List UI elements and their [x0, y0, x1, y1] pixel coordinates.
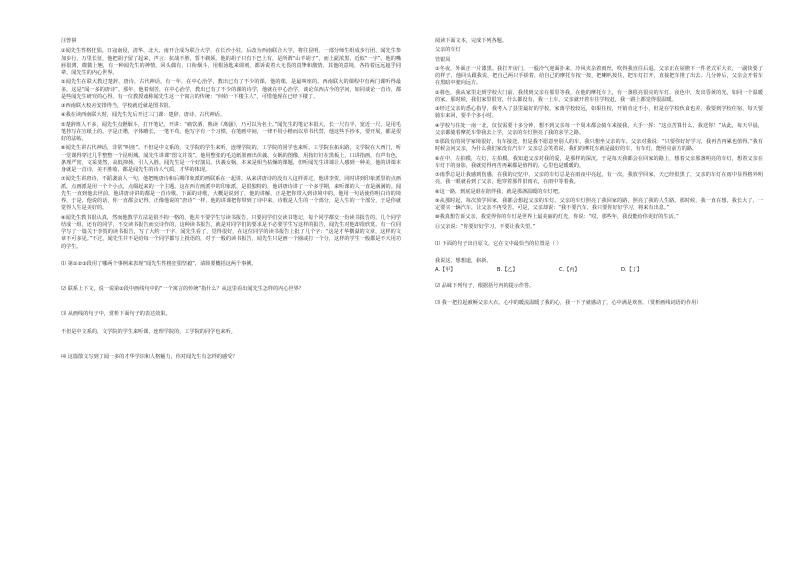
question-2: ⑵ 联系上下文，说一说第②段中画线句中的“一个寓言的传统”指什么？从这里看出闻先生怎样的内心世界？: [61, 286, 304, 292]
question-1: ⑴ 第①②③段用了哪两个事例来表现“闻先生性格狂狷坚毅”，请简要概括这两个事例。: [61, 260, 257, 267]
option-b[interactable]: B.【乙】: [497, 267, 518, 274]
story-paragraph-4: ④学校与住处一南一北，仅仅需要十多分钟，想不到父亲每一个周末都会骑车来接我，大手一挥：“这点苦算什么，我送你！”从此，每天早晨，父亲都骑着摩托车带我去上学，父亲的车灯照亮了我的求学之路。: [435, 122, 763, 136]
story-paragraph-5: ⑤那段有的同学家境很好，有车接送，但是我不愿意坐别人的车，我只想坐父亲的车。父亲对我说：“只要你好好学习，我再苦再累也值得。”我有时候会问父亲，为什么我们家没有汽车？父亲总会笑着说，我们的摩托车就是最好的车，有车灯，能照亮前方的路。: [435, 139, 763, 153]
question-3: ⑶ 从画线的句子中，赏析下面句子的表达效果。: [61, 311, 171, 318]
option-c[interactable]: C.【丙】: [559, 267, 580, 274]
paragraph-6: ⑥闻先生讲古代神话，非常“叫座”。不但是中文系的，文学院的学生来听，连理学院的、工学院的同学也来听。工学院在拓东路，文学院在大西门，听一堂课得穿过几乎整整一个昆明城。闻先生讲课“图文并茂”。他用整张的毛边纸墨画出伏羲、女娲的图像，用按钉钉在黑板上，口讲指画，有声有色，条理严密，文采斐然，高低抑扬，引人入胜。闻先生是一个好演员。伏羲女娲，本来是相当枯燥的课题，但听闻先生讲课让人感到一种美，他的讲课本身就是一首诗，美不胜收，都是闻先生的诗人气质，才华的体现。: [61, 145, 401, 173]
story-paragraph-7: ⑦雨季总是让我感到伤感，在我的记忆中，父亲的车灯总是在雨夜中亮起，有一次，我放学回家，天已经很黑了，父亲的车灯在雨中显得格外明亮，我一眼就看到了父亲，他穿着那件旧雨衣，在雨中等着我。: [435, 172, 763, 186]
story-paragraph-2: ②暮色，我从家里走到学校大门前，我找到父亲在那里等我，在他的摩托车上，有一盏很亮很亮的车灯，夜色中，发出昏黄的光，如同一个温暖的家。那时候，我们家里很穷，什么都没有，我一上车，父亲就开着车往学校赶，我一路上都觉得很温暖。: [435, 89, 763, 103]
story-paragraph-11: ⑪父亲说：“你要好好学习，不要让我失望。”: [435, 223, 536, 230]
question-4: ⑷ 这篇散文写到了闻一多的才华学识和人格魅力，你对闻先生有怎样的感受？: [61, 353, 238, 360]
paragraph-1: ①闻先生性格狂狷。日寇南侵，清华、北大、南开合成为联合大学，在长沙小驻，后改为西南联合大学，将往昆明。一部分师生组成步行团，闻先生参加步行，万里长征，他把胡子留了起来，声言：抗战不胜，誓不剃须。他的胡子只有下巴上有，是所谓“山羊胡子”，而上髭浓黑，近似“一字”。他的嘴唇很薄，微微上翘，有一种闻先生的神情，回头偶有，口衔烟斗，用根汤匙来调剂，都诉说着大无畏的真挚和激情，其他的意境，各持着远远超乎同辈，闻先生的内心世界。: [61, 48, 401, 76]
reading-intro: 阅读下面文本，完成下列各题。: [435, 38, 507, 44]
answer-options: [435, 267, 763, 274]
paragraph-7: ⑦闻先生讲唐诗，不蹈袭前人一句，他把晚唐诗和后期印象派的画联系在一起讲。从来讲唐诗的没有人这样讲过，他讲李贺，同时讲到印象派里的点画派。点画派是用一个个小点，点缀起来的一个主题，这在西方画派中的印象派，是很独特的，他讲唐诗讲了一个多学期，来听课的人一直是满满的。闻先生一直到他去世前，他讲唐诗讲的都是一首诗歌。下面的诗歌，大概是说到了，他的讲解，正是把你带入到诗境中的。他用一句话使你明白诗的境界，于是，他说的话，你一直都会记得。正像他说的“唐诗”一样，他的讲课把你带到了诗中来，诗歌是人生的一个部分，是人生的一个部分，于是你就觉得人生是美好的。: [61, 176, 401, 212]
story-paragraph-10: ⑩我真想告诉父亲，我觉得你的车灯是世界上最美丽的灯光，你说：“哎，那些年，我没能给你更好的生活。”: [435, 214, 679, 221]
option-a[interactable]: A.【甲】: [435, 267, 456, 274]
story-title: 父亲的车灯: [435, 47, 461, 54]
story-paragraph-6: ⑥在中，左拍模，左灯，左拍模。我知道父亲对我的爱，是那样的深沉。于是每天我都会在回家的路上，想着父亲那盏明亮的车灯，想着父亲在车灯下的身影，我就觉得再苦再累都是值得的，心里也是暖暖的。: [435, 155, 763, 169]
story-question-1: ⑴ 下面的句子出自原文，它在文中最恰当的位置是（ ）: [435, 240, 562, 247]
story-question-1-quote: 我说这，想想道，崭新。: [435, 258, 492, 264]
paragraph-4: ④我在读西南联大时，闻先生先后开过三门课：楚辞、唐诗、古代神话。: [61, 112, 225, 119]
story-paragraph-9: ⑨从那时起，每次放学回家，我都会想起父亲的车灯。父亲的车灯照亮了我回家的路，照亮了我的人生路。那时候，我一直在想，我长大了，一定要买一辆汽车，让父亲不再受苦。可是，父亲却说：“我不要汽车，我只要你好好学习，将来有出息。”: [435, 197, 763, 211]
story-question-3: ⑶ 我一把拉起被褥父亲大衣。心中的暖流温暖了我的心，我一下子就感动了，心中满是欢喜。（赏析画线词语的作用）: [435, 299, 702, 306]
option-d[interactable]: D.【丁】: [621, 267, 643, 274]
paragraph-3: ③西南联大校舍安排得当，学校就近就是图书馆。: [61, 103, 174, 109]
right-column: [435, 38, 763, 309]
paragraph-8: ⑧闻先生教书很认真，然而他教学方法是很不拘一格的，他并不要学生写读书报告，只要同学们交读书笔记，每个同学都交一份读书报告的，几个同学结成一组，还有的同学，不交读书报告而交诗作的，这种读书报告，就是对同学们的要求是不必要学生写这样的报告，闻先生对他却很欣赏。有一位同学写了一篇关于李贺的读书报告，写了大约一千字，闻先生看了，觉得很好，在这位同学的读书报告上批了几个字：“这是才华横溢的文章，这样的文章不可多见。”不过，闻先生并不是给每一个同学都写上批语的，对于一般的读书报告，闻先生只是画一个圈或打一个分，这样的学生一般都是不大用功的学生。: [61, 214, 401, 250]
left-column: [61, 38, 401, 363]
story-question-2: ⑵ 品味下列句子，根据括号内的提示作答。: [435, 282, 535, 289]
story-paragraph-1: ①冬夜，外面正一片漆黑。我打开房门，一股冷气迎面扑来，冷风夹杂着雨丝，吹得我直往后退。父亲正在屋檐下一件老式军大衣，一副快要了的样子，他回头跟我说，把自己两只手搓着，给自己的摩托车按一按，把喇叭按住，把车灯打开，直接把车推了出去。几分钟后，父亲会开着车在黑暗中驶向远方。: [435, 65, 763, 87]
question-3-quote: 不但是中文系的，文学院的学生来听课，连理学院的，工学院的同学也来听。: [61, 328, 236, 335]
story-paragraph-3: ③经过父亲的悉心指导，我考入了县里最好的学校。家离学校较远，如果住校，开销肯定不小，但是在学校伙食也差，我要到学校住宿，每天要骑车来回，要半个多小时。: [435, 106, 763, 120]
story-author: 管银凤: [435, 56, 451, 63]
paragraph-5: ⑤楚辞班人不多，闻先生点燃烟斗，打开笔记，开讲：“痛饮酒，熟读《离骚》，乃可以为名士。”闻先生的笔记本很大，长一尺有半，宽近一尺，是用毛笔抄写在宣纸上的。字是正楷，字体略长，一笔不苟。他写字有一个习惯，在笔画中间，一律不用小楷而以草书代替，他这些手抄本，要开展，都是很好的法帖。: [61, 121, 401, 142]
essay-title: 汪曾祺: [61, 38, 77, 44]
story-paragraph-8: ⑧这一路，到底是谁在陪伴我，就是那盏温暖的车灯吧。: [435, 188, 563, 195]
paragraph-2: ②闻先生在联大教过楚辞、唐诗、古代神话。有一年，在中心治学，教出已有了不少的课，他的课，是最叫座的。西南联大的课程中有两门课听得最多，这是“闻一多的唐诗”。那年，他着刻苦，在中心治学，教出已有了不少的课的诗学，他就在中心治学，谈论东西古今的学问，如同谈论一首诗，都是些闻先生研究的心得，有一位教授戏称闻先生这一个寓言的传统：“何妨一下楼主人”，可惜他现在已经下楼了。: [61, 79, 401, 100]
